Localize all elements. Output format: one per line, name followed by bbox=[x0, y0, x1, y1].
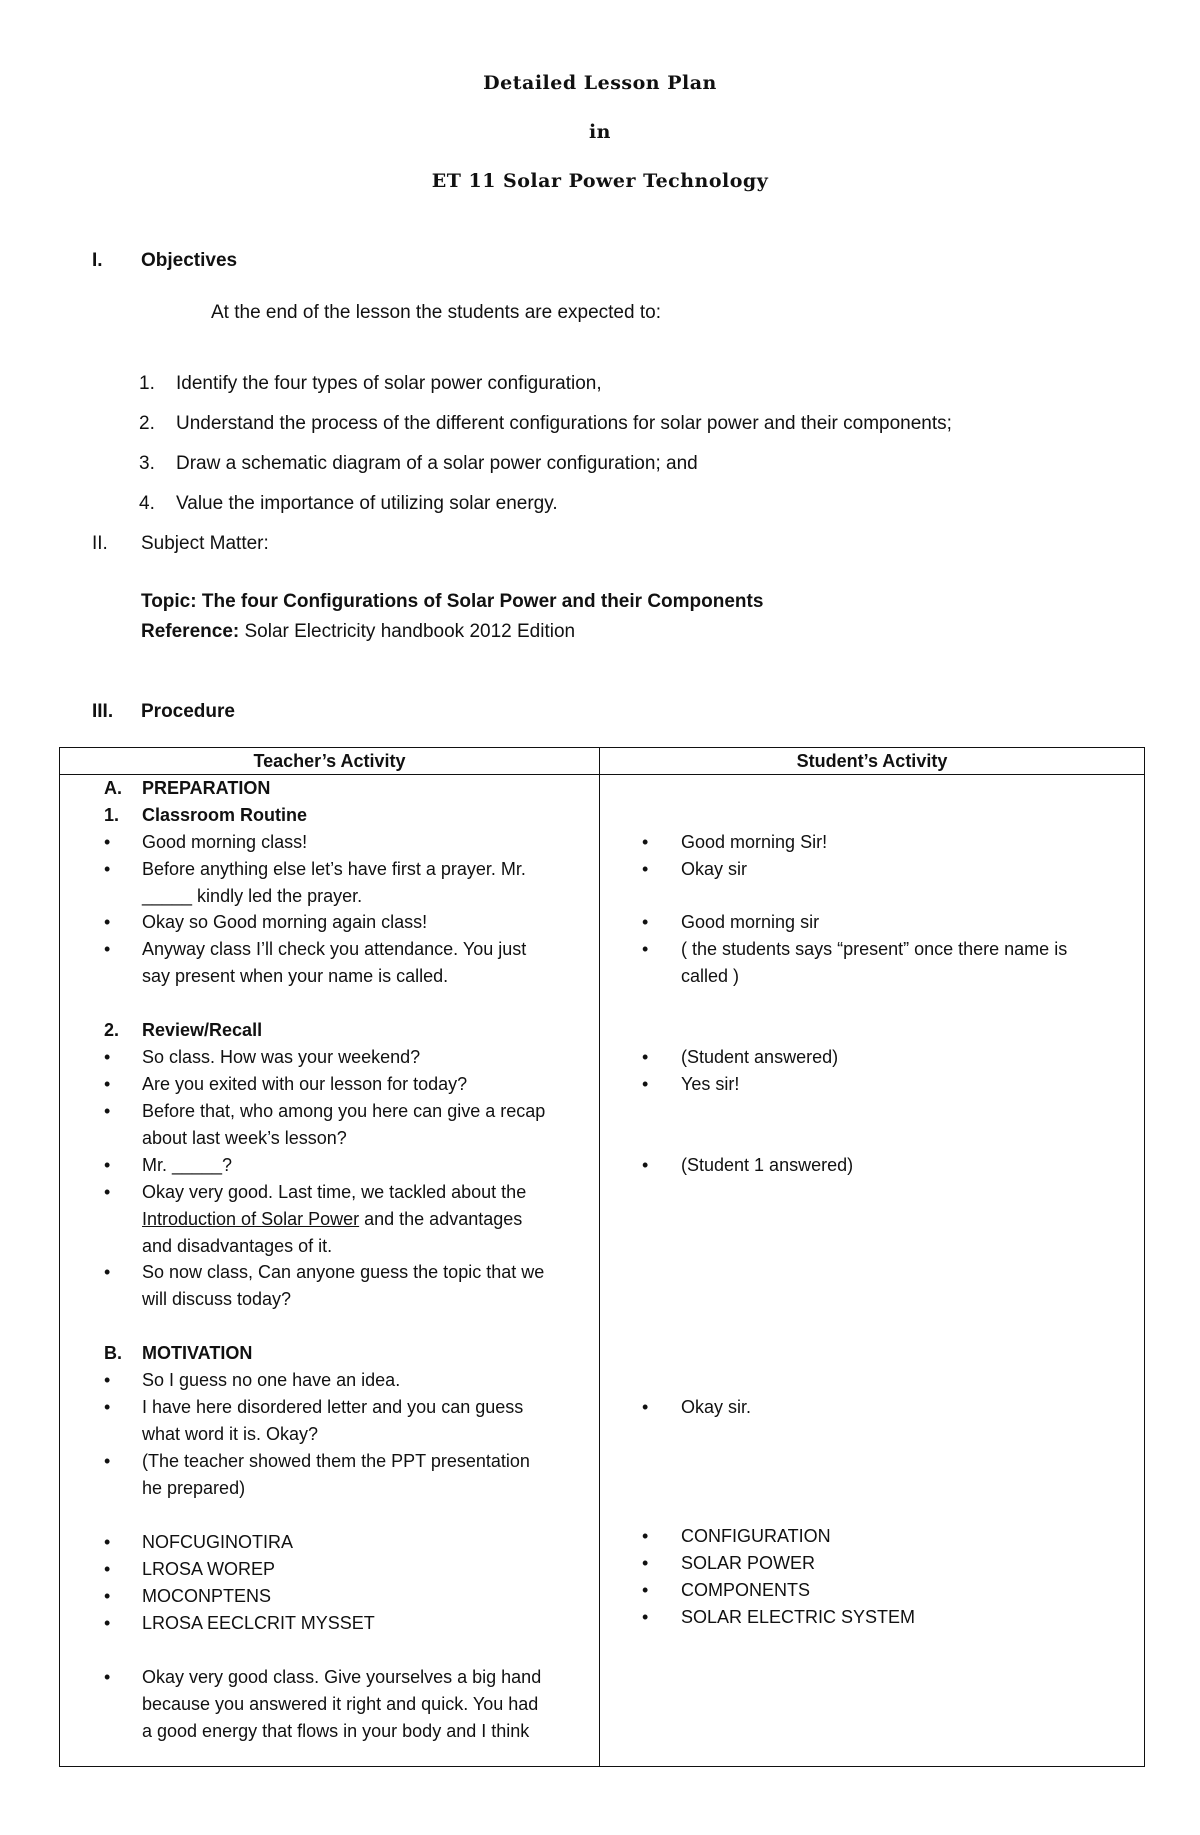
teacher-line: Okay very good. Last time, we tackled about the bbox=[142, 1182, 527, 1202]
sub-title: Classroom Routine bbox=[142, 805, 308, 825]
teacher-line: will discuss today? bbox=[142, 1289, 292, 1309]
teacher-line: _____ kindly led the prayer. bbox=[142, 886, 363, 906]
student-line: Okay sir bbox=[681, 859, 748, 879]
scrambled-word: MOCONPTENS bbox=[142, 1586, 272, 1606]
teacher-line: Before that, who among you here can give a recap bbox=[142, 1101, 546, 1121]
bullet-icon: • bbox=[642, 1526, 649, 1546]
scrambled-word: LROSA EECLCRIT MYSSET bbox=[142, 1613, 375, 1633]
topic-line: Topic: The four Configurations of Solar Power and their Components bbox=[141, 591, 764, 612]
procedure-heading: Procedure bbox=[141, 701, 235, 722]
bullet-icon: • bbox=[642, 939, 649, 959]
teacher-line: Introduction of Solar Power and the advantages bbox=[142, 1209, 523, 1229]
student-line: (Student 1 answered) bbox=[681, 1155, 854, 1175]
teacher-cell bbox=[60, 775, 600, 1767]
teacher-line: Mr. _____? bbox=[142, 1155, 233, 1175]
objectives-heading: Objectives bbox=[141, 250, 238, 271]
section-letter: A. bbox=[104, 778, 122, 798]
answer-word: CONFIGURATION bbox=[681, 1526, 831, 1546]
reference-line: Reference: Solar Electricity handbook 2012 Edition bbox=[141, 621, 576, 642]
student-line: Okay sir. bbox=[681, 1397, 752, 1417]
teacher-line: what word it is. Okay? bbox=[142, 1424, 319, 1444]
teacher-line: he prepared) bbox=[142, 1478, 246, 1498]
bullet-icon: • bbox=[642, 859, 649, 879]
student-line: called ) bbox=[681, 966, 740, 986]
student-line: ( the students says “present” once there name is bbox=[681, 939, 1068, 959]
bullet-icon: • bbox=[104, 1586, 111, 1606]
answer-word: SOLAR ELECTRIC SYSTEM bbox=[681, 1607, 916, 1627]
roman-numeral-2: II. bbox=[92, 533, 108, 554]
subject-heading: Subject Matter: bbox=[141, 533, 269, 554]
bullet-icon: • bbox=[642, 912, 649, 932]
bullet-icon: • bbox=[642, 1047, 649, 1067]
bullet-icon: • bbox=[104, 832, 111, 852]
title-line-2: in bbox=[588, 121, 612, 143]
bullet-icon: • bbox=[104, 1532, 111, 1552]
bullet-icon: • bbox=[104, 912, 111, 932]
bullet-icon: • bbox=[642, 1553, 649, 1573]
teacher-line: Are you exited with our lesson for today? bbox=[142, 1074, 468, 1094]
bullet-icon: • bbox=[642, 1155, 649, 1175]
student-line: Yes sir! bbox=[681, 1074, 740, 1094]
bullet-icon: • bbox=[104, 859, 111, 879]
section-title: PREPARATION bbox=[142, 778, 271, 798]
student-line: Good morning Sir! bbox=[681, 832, 828, 852]
title-line-1: Detailed Lesson Plan bbox=[483, 72, 717, 94]
bullet-icon: • bbox=[642, 1580, 649, 1600]
teacher-line: a good energy that flows in your body and I think bbox=[142, 1721, 530, 1741]
teacher-line: So now class, Can anyone guess the topic that we bbox=[142, 1262, 545, 1282]
bullet-icon: • bbox=[642, 832, 649, 852]
student-line: (Student answered) bbox=[681, 1047, 839, 1067]
bullet-icon: • bbox=[104, 1559, 111, 1579]
bullet-icon: • bbox=[104, 1074, 111, 1094]
objective-item: 4. Value the importance of utilizing solar energy. bbox=[139, 493, 558, 514]
student-cell bbox=[600, 775, 1145, 1767]
bullet-icon: • bbox=[104, 1047, 111, 1067]
roman-numeral-1: I. bbox=[92, 250, 103, 271]
teacher-line: Before anything else let’s have first a prayer. Mr. bbox=[142, 859, 526, 879]
bullet-icon: • bbox=[104, 1667, 111, 1687]
bullet-icon: • bbox=[104, 1262, 111, 1282]
teacher-line: say present when your name is called. bbox=[142, 966, 449, 986]
underlined-topic: Introduction of Solar Power bbox=[142, 1209, 360, 1229]
section-title: MOTIVATION bbox=[142, 1343, 253, 1363]
objective-item: 3. Draw a schematic diagram of a solar power configuration; and bbox=[139, 453, 698, 474]
title-line-3: ET 11 Solar Power Technology bbox=[431, 170, 769, 192]
procedure-table bbox=[59, 747, 1145, 1767]
teacher-line: Good morning class! bbox=[142, 832, 308, 852]
col-header-student: Student’s Activity bbox=[600, 748, 1145, 775]
bullet-icon: • bbox=[104, 1101, 111, 1121]
bullet-icon: • bbox=[104, 1155, 111, 1175]
objective-item: 1. Identify the four types of solar power configuration, bbox=[139, 373, 602, 394]
teacher-line: and disadvantages of it. bbox=[142, 1236, 333, 1256]
bullet-icon: • bbox=[104, 1613, 111, 1633]
scrambled-word: NOFCUGINOTIRA bbox=[142, 1532, 293, 1552]
teacher-line: Okay so Good morning again class! bbox=[142, 912, 428, 932]
teacher-line: Anyway class I’ll check you attendance. You just bbox=[142, 939, 527, 959]
roman-numeral-3: III. bbox=[92, 701, 114, 722]
bullet-icon: • bbox=[104, 939, 111, 959]
teacher-line: about last week’s lesson? bbox=[142, 1128, 347, 1148]
objectives-intro: At the end of the lesson the students are expected to: bbox=[211, 302, 661, 323]
teacher-line: So class. How was your weekend? bbox=[142, 1047, 421, 1067]
bullet-icon: • bbox=[104, 1182, 111, 1202]
student-line: Good morning sir bbox=[681, 912, 820, 932]
sub-number: 1. bbox=[104, 805, 120, 825]
bullet-icon: • bbox=[642, 1607, 649, 1627]
teacher-line: I have here disordered letter and you can guess bbox=[142, 1397, 524, 1417]
teacher-line: (The teacher showed them the PPT presentation bbox=[142, 1451, 530, 1471]
bullet-icon: • bbox=[104, 1397, 111, 1417]
col-header-teacher: Teacher’s Activity bbox=[60, 748, 600, 775]
teacher-line: So I guess no one have an idea. bbox=[142, 1370, 401, 1390]
teacher-line: Okay very good class. Give yourselves a big hand bbox=[142, 1667, 542, 1687]
teacher-line: because you answered it right and quick. You had bbox=[142, 1694, 539, 1714]
scrambled-word: LROSA WOREP bbox=[142, 1559, 276, 1579]
objective-item: 2. Understand the process of the different configurations for solar power and their components; bbox=[139, 413, 952, 434]
bullet-icon: • bbox=[104, 1451, 111, 1471]
answer-word: SOLAR POWER bbox=[681, 1553, 816, 1573]
answer-word: COMPONENTS bbox=[681, 1580, 811, 1600]
sub-number: 2. bbox=[104, 1020, 120, 1040]
sub-title: Review/Recall bbox=[142, 1020, 263, 1040]
bullet-icon: • bbox=[642, 1074, 649, 1094]
section-letter: B. bbox=[104, 1343, 122, 1363]
bullet-icon: • bbox=[104, 1370, 111, 1390]
bullet-icon: • bbox=[642, 1397, 649, 1417]
